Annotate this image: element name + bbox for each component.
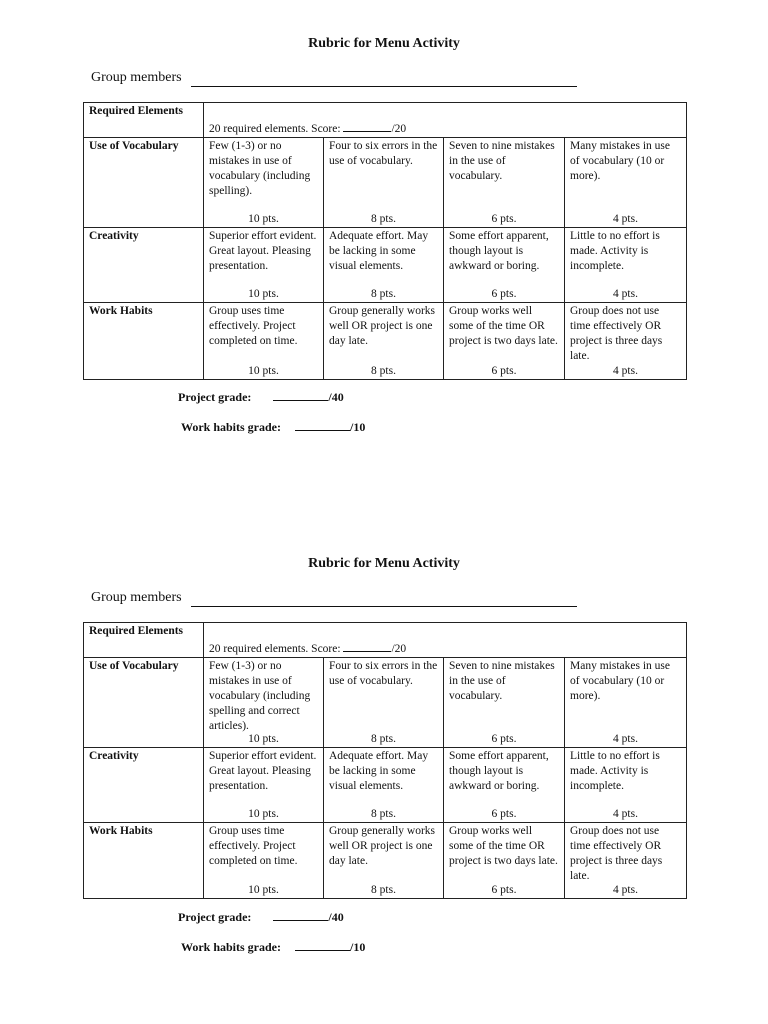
row-label: Creativity <box>84 228 204 303</box>
criteria-cell <box>565 823 687 899</box>
criteria-text: Superior effort evident. Great layout. Pleasing presentation. <box>209 230 317 272</box>
criteria-text: Seven to nine mistakes in the use of vocabulary. <box>449 140 555 182</box>
criteria-text: Group does not use time effectively OR project is three days late. <box>570 825 663 882</box>
criteria-cell <box>324 228 444 303</box>
criteria-cell <box>565 138 687 228</box>
work-habits-grade-total: /10 <box>350 940 366 954</box>
vocabulary-row <box>84 138 687 228</box>
points-label: 4 pts. <box>613 213 638 225</box>
criteria-text: Group uses time effectively. Project completed on time. <box>209 305 298 347</box>
points-label: 6 pts. <box>491 213 517 225</box>
criteria-cell <box>444 748 565 823</box>
criteria-text: Four to six errors in the use of vocabulary. <box>329 140 438 167</box>
row-label: Required Elements <box>84 623 204 658</box>
rubric-table <box>83 102 687 380</box>
work-habits-grade-blank[interactable] <box>295 419 350 431</box>
criteria-text: Group works well some of the time OR project is two days late. <box>449 305 558 347</box>
work-habits-grade-label: Work habits grade: <box>181 420 282 434</box>
work-habits-grade-total: /10 <box>350 420 366 434</box>
row-label: Use of Vocabulary <box>84 658 204 748</box>
points-label: 6 pts. <box>491 733 517 745</box>
rubric-title: Rubric for Menu Activity <box>308 36 460 51</box>
work-habits-grade-blank[interactable] <box>295 939 350 951</box>
vocabulary-row <box>84 658 687 748</box>
work-habits-grade <box>181 939 365 955</box>
criteria-cell <box>444 823 565 899</box>
criteria-text: Group generally works well OR project is one day late. <box>329 305 436 347</box>
points-label: 10 pts. <box>248 365 279 377</box>
criteria-cell <box>204 303 324 380</box>
criteria-text: Group generally works well OR project is one day late. <box>329 825 436 867</box>
work-habits-row <box>84 823 687 899</box>
criteria-cell <box>324 303 444 380</box>
points-label: 6 pts. <box>491 288 517 300</box>
project-grade-total: /40 <box>328 390 344 404</box>
row-label: Required Elements <box>84 103 204 138</box>
criteria-text: Group uses time effectively. Project completed on time. <box>209 825 298 867</box>
points-label: 10 pts. <box>248 733 279 745</box>
row-label: Work Habits <box>84 303 204 380</box>
points-label: 8 pts. <box>371 288 396 300</box>
required-elements-text: 20 required elements. Score: <box>209 123 344 135</box>
criteria-text: Little to no effort is made. Activity is incomplete. <box>570 750 660 792</box>
creativity-row <box>84 748 687 823</box>
points-label: 8 pts. <box>371 733 396 745</box>
points-label: 10 pts. <box>248 288 279 300</box>
criteria-cell <box>204 823 324 899</box>
required-elements-total: /20 <box>391 123 407 135</box>
points-label: 8 pts. <box>371 808 396 820</box>
points-label: 6 pts. <box>491 365 517 377</box>
required-elements-row <box>84 103 687 138</box>
points-label: 10 pts. <box>248 213 279 225</box>
row-label: Creativity <box>84 748 204 823</box>
criteria-text: Some effort apparent, though layout is awkward or boring. <box>449 230 549 272</box>
project-grade-label: Project grade: <box>178 390 252 404</box>
points-label: 8 pts. <box>371 213 396 225</box>
required-elements-text: 20 required elements. Score: <box>209 643 344 655</box>
required-elements-total: /20 <box>391 643 407 655</box>
criteria-text: Adequate effort. May be lacking in some visual elements. <box>329 750 429 792</box>
row-label: Work Habits <box>84 823 204 899</box>
project-grade <box>178 909 344 925</box>
project-grade-blank[interactable] <box>273 909 328 921</box>
required-elements-row <box>84 623 687 658</box>
points-label: 8 pts. <box>371 365 396 377</box>
criteria-text: Many mistakes in use of vocabulary (10 or more). <box>570 140 670 182</box>
points-label: 6 pts. <box>491 808 517 820</box>
project-grade-label: Project grade: <box>178 910 252 924</box>
group-members-blank[interactable] <box>191 86 577 87</box>
work-habits-row <box>84 303 687 380</box>
project-grade-blank[interactable] <box>273 389 328 401</box>
criteria-text: Few (1-3) or no mistakes in use of vocabulary (including spelling and correct articles). <box>209 660 311 732</box>
group-members-row <box>91 590 577 608</box>
rubric-table <box>83 622 687 899</box>
criteria-cell <box>565 303 687 380</box>
points-label: 4 pts. <box>613 884 638 896</box>
work-habits-grade <box>181 419 365 435</box>
criteria-text: Little to no effort is made. Activity is incomplete. <box>570 230 660 272</box>
points-label: 10 pts. <box>248 884 279 896</box>
criteria-cell <box>565 658 687 748</box>
group-members-label: Group members <box>91 590 182 605</box>
criteria-cell <box>444 228 565 303</box>
group-members-blank[interactable] <box>191 606 577 607</box>
criteria-cell <box>204 658 324 748</box>
group-members-row <box>91 70 577 88</box>
criteria-text: Few (1-3) or no mistakes in use of vocabulary (including spelling). <box>209 140 311 197</box>
criteria-text: Group works well some of the time OR project is two days late. <box>449 825 558 867</box>
criteria-text: Many mistakes in use of vocabulary (10 or more). <box>570 660 670 702</box>
criteria-cell <box>324 823 444 899</box>
criteria-text: Group does not use time effectively OR project is three days late. <box>570 305 663 362</box>
project-grade <box>178 389 344 405</box>
points-label: 10 pts. <box>248 808 279 820</box>
criteria-text: Seven to nine mistakes in the use of vocabulary. <box>449 660 555 702</box>
criteria-cell <box>204 748 324 823</box>
criteria-cell <box>565 228 687 303</box>
criteria-cell <box>444 658 565 748</box>
project-grade-total: /40 <box>328 910 344 924</box>
criteria-text: Superior effort evident. Great layout. Pleasing presentation. <box>209 750 317 792</box>
required-elements-cell <box>204 103 687 138</box>
points-label: 4 pts. <box>613 808 638 820</box>
points-label: 4 pts. <box>613 365 638 377</box>
points-label: 4 pts. <box>613 733 638 745</box>
creativity-row <box>84 228 687 303</box>
criteria-cell <box>204 228 324 303</box>
criteria-text: Four to six errors in the use of vocabulary. <box>329 660 438 687</box>
criteria-text: Some effort apparent, though layout is awkward or boring. <box>449 750 549 792</box>
criteria-cell <box>324 658 444 748</box>
criteria-cell <box>565 748 687 823</box>
score-blank[interactable] <box>343 119 391 132</box>
group-members-label: Group members <box>91 70 182 85</box>
criteria-cell <box>444 303 565 380</box>
points-label: 6 pts. <box>491 884 517 896</box>
criteria-cell <box>204 138 324 228</box>
criteria-cell <box>324 138 444 228</box>
work-habits-grade-label: Work habits grade: <box>181 940 282 954</box>
score-blank[interactable] <box>343 639 391 652</box>
rubric-title: Rubric for Menu Activity <box>308 556 460 571</box>
criteria-cell <box>444 138 565 228</box>
criteria-cell <box>324 748 444 823</box>
required-elements-cell <box>204 623 687 658</box>
row-label: Use of Vocabulary <box>84 138 204 228</box>
criteria-text: Adequate effort. May be lacking in some visual elements. <box>329 230 429 272</box>
points-label: 8 pts. <box>371 884 396 896</box>
points-label: 4 pts. <box>613 288 638 300</box>
